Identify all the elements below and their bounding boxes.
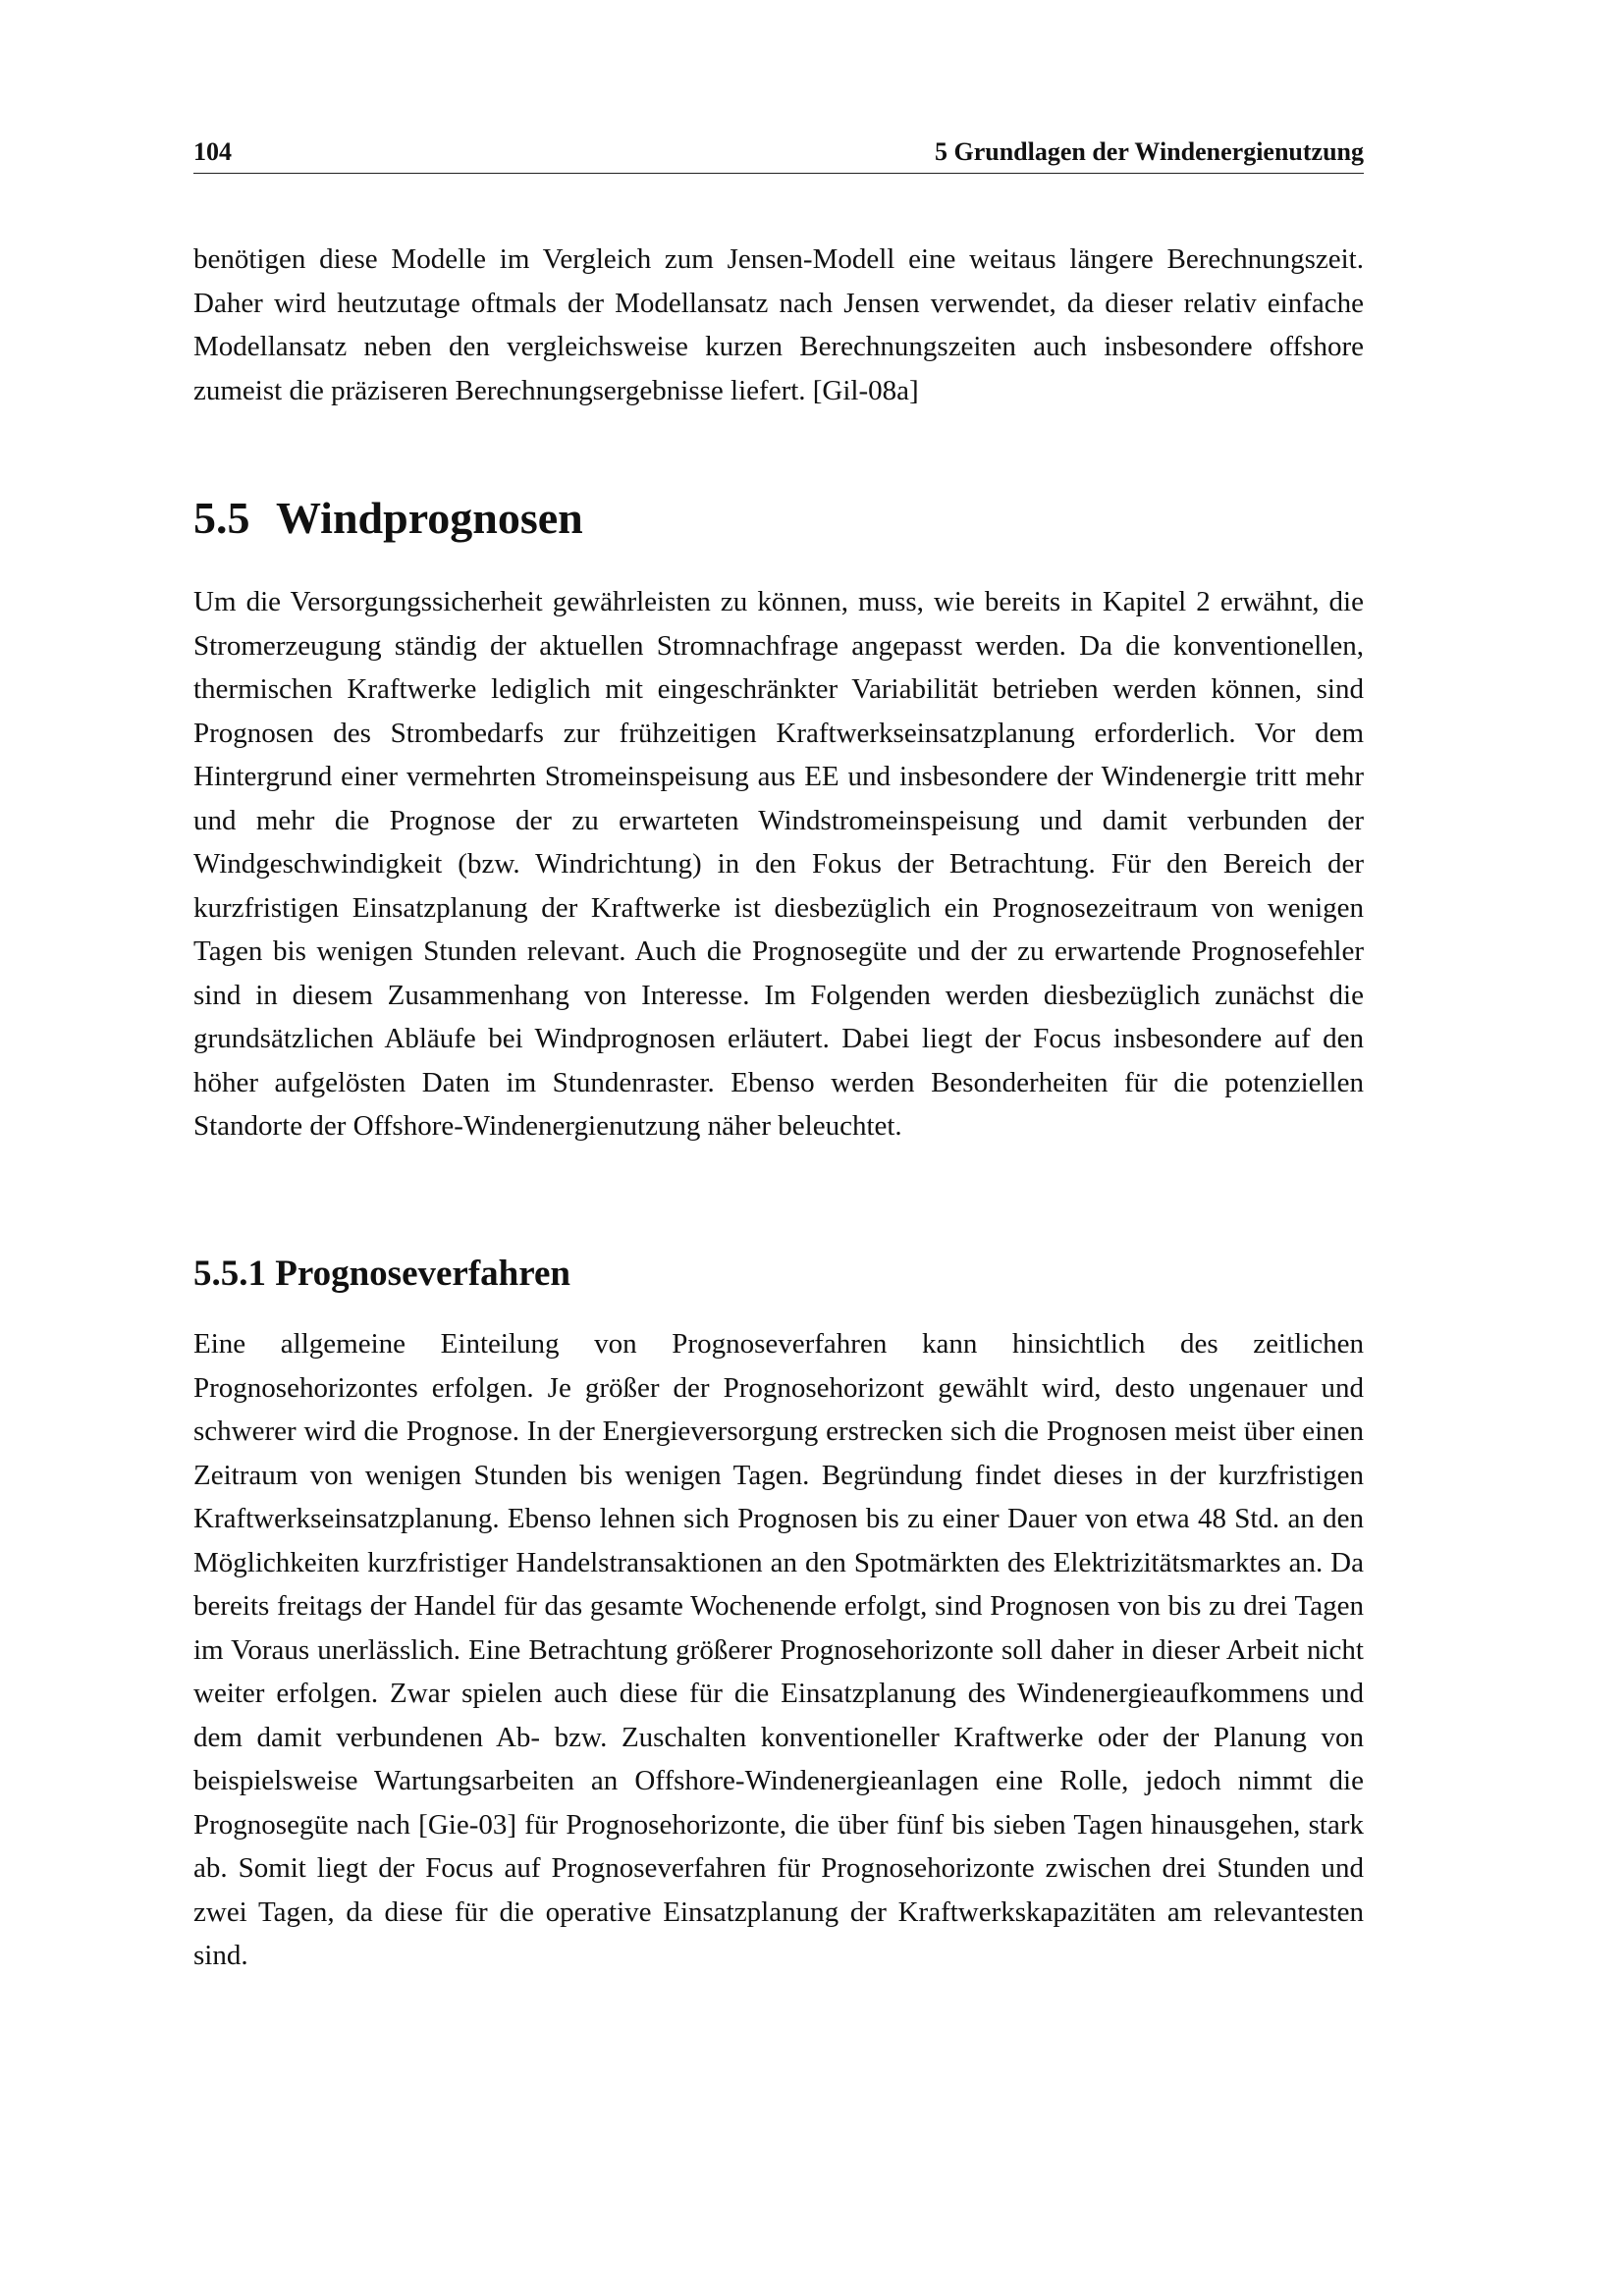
section-number: 5.5 xyxy=(193,493,250,543)
page-number: 104 xyxy=(193,137,232,166)
subsection-number: 5.5.1 xyxy=(193,1254,266,1294)
running-title: 5 Grundlagen der Windenergienutzung xyxy=(934,137,1364,166)
body-paragraph-intro: benötigen diese Modelle im Vergleich zum Jensen-Modell eine weitaus längere Berechnungszeit. Daher wird heutzutage oftmals der Modellansatz nach Jensen verwendet, da dieser relativ einfache Modellansatz neben den vergleichsweise kurzen Berechnungszeiten auch insbesondere offshore zumeist die präziseren Berechnungsergebnisse liefert. [Gil-08a] xyxy=(193,243,1364,406)
body-paragraph-windprognosen: Um die Versorgungssicherheit gewährleisten zu können, muss, wie bereits in Kapitel 2 erwähnt, die Stromerzeugung ständig der aktuellen Stromnachfrage angepasst werden. Da die konventionellen, thermischen Kraftwerke lediglich mit eingeschränkter Variabilität betrieben werden können, sind Prognosen des Strombedarfs zur frühzeitigen Kraftwerkseinsatzplanung erforderlich. Vor dem Hintergrund einer vermehrten Stromeinspeisung aus EE und insbesondere der Windenergie tritt mehr und mehr die Prognose der zu erwarteten Windstromeinspeisung und damit verbunden der Windgeschwindigkeit (bzw. Windrichtung) in den Fokus der Betrachtung. Für den Bereich der kurzfristigen Einsatzplanung der Kraftwerke ist diesbezüglich ein Prognosezeitraum von wenigen Tagen bis wenigen Stunden relevant. Auch die Prognosegüte und der zu erwartende Prognosefehler sind in diesem Zusammenhang von Interesse. Im Folgenden werden diesbezüglich zunächst die grundsätzlichen Abläufe bei Windprognosen erläutert. Dabei liegt der Focus insbesondere auf den höher aufgelösten Daten im Stundenraster. Ebenso werden Besonderheiten für die potenziellen Standorte der Offshore-Windenergienutzung näher beleuchtet. xyxy=(193,586,1364,1142)
page-header xyxy=(193,137,1364,174)
body-paragraph-prognoseverfahren: Eine allgemeine Einteilung von Prognoseverfahren kann hinsichtlich des zeitlichen Prognosehorizontes erfolgen. Je größer der Prognosehorizont gewählt wird, desto ungenauer und schwerer wird die Prognose. In der Energieversorgung erstrecken sich die Prognosen meist über einen Zeitraum von wenigen Stunden bis wenigen Tagen. Begründung findet dieses in der kurzfristigen Kraftwerkseinsatzplanung. Ebenso lehnen sich Prognosen bis zu einer Dauer von etwa 48 Std. an den Möglichkeiten kurzfristiger Handelstransaktionen an den Spotmärkten des Elektrizitätsmarktes an. Da bereits freitags der Handel für das gesamte Wochenende erfolgt, sind Prognosen von bis zu drei Tagen im Voraus unerlässlich. Eine Betrachtung größerer Prognosehorizonte soll daher in dieser Arbeit nicht weiter erfolgen. Zwar spielen auch diese für die Einsatzplanung des Windenergieaufkommens und dem damit verbundenen Ab- bzw. Zuschalten konventioneller Kraftwerke oder der Planung von beispielsweise Wartungsarbeiten an Offshore-Windenergieanlagen eine Rolle, jedoch nimmt die Prognosegüte nach [Gie-03] für Prognosehorizonte, die über fünf bis sieben Tagen hinausgehen, stark ab. Somit liegt der Focus auf Prognoseverfahren für Prognosehorizonte zwischen drei Stunden und zwei Tagen, da diese für die operative Einsatzplanung der Kraftwerkskapazitäten am relevantesten sind. xyxy=(193,1328,1364,1971)
section-heading-5-5 xyxy=(193,491,583,546)
subsection-title: Prognoseverfahren xyxy=(275,1254,571,1294)
section-heading-5-5-1 xyxy=(193,1252,570,1297)
section-title: Windprognosen xyxy=(276,493,583,543)
